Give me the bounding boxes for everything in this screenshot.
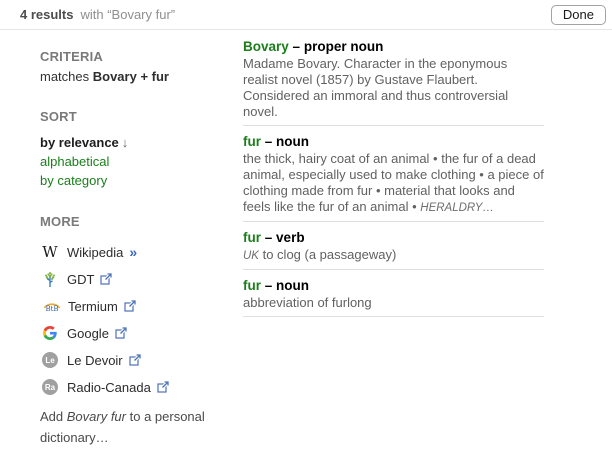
link-google[interactable] [40, 323, 243, 343]
chevrons-right-icon: » [129, 244, 138, 260]
entry-head [243, 134, 544, 150]
link-termium[interactable] [40, 296, 243, 316]
link-wikipedia[interactable] [40, 242, 243, 262]
results-count: 4 results [20, 7, 74, 22]
sort-option-by-relevance[interactable] [40, 135, 243, 150]
sort-heading: SORT [40, 109, 77, 124]
external-link-icon [157, 381, 170, 393]
entry-separator: – [264, 278, 273, 293]
heraldry-label: HERALDRY… [420, 202, 494, 214]
google-g-icon [40, 326, 60, 340]
link-label: Google [67, 325, 109, 341]
external-links-list [40, 242, 243, 397]
criteria-prefix: matches [40, 69, 93, 84]
entry-separator: – [292, 39, 301, 54]
entry-headword: fur [243, 134, 261, 149]
external-link-icon [129, 354, 142, 366]
result-entry-fur-noun-1[interactable] [243, 134, 544, 222]
link-le-devoir[interactable] [40, 350, 243, 370]
termium-btb-icon [40, 299, 64, 313]
results-list [243, 30, 544, 404]
more-heading: MORE [40, 214, 80, 229]
entry-definition: abbreviation of furlong [243, 295, 372, 310]
entry-pos: verb [276, 230, 305, 245]
le-devoir-icon: Le [40, 352, 60, 368]
external-link-icon [115, 327, 128, 339]
footer-suffix: to a personal dictionary… [40, 409, 205, 445]
entry-pos: proper noun [303, 39, 384, 54]
wikipedia-icon: W [42, 242, 58, 261]
done-button[interactable]: Done [551, 5, 606, 25]
entry-headword: fur [243, 278, 261, 293]
results-query-text: with “Bovary fur” [80, 7, 176, 22]
entry-definition: UK to clog (a passageway) [243, 247, 397, 262]
entry-separator: – [264, 134, 273, 149]
header-bar [0, 0, 612, 30]
entry-head [243, 230, 544, 246]
entry-separator: – [264, 230, 273, 245]
link-radio-canada[interactable] [40, 377, 243, 397]
entry-headword: Bovary [243, 39, 289, 54]
external-link-icon [100, 273, 113, 285]
link-label: Termium [68, 298, 118, 314]
sort-direction-arrow-icon[interactable]: ↓ [121, 135, 129, 150]
criteria-heading: CRITERIA [40, 49, 103, 64]
criteria-line [40, 69, 243, 84]
link-label: GDT [67, 271, 95, 287]
radio-canada-icon: Ra [40, 379, 60, 395]
region-label: UK [243, 250, 259, 262]
sort-active-label: by relevance [40, 135, 119, 150]
entry-head [243, 39, 544, 55]
sort-option-alphabetical[interactable]: alphabetical [40, 154, 110, 169]
entry-head [243, 278, 544, 294]
result-entry-fur-noun-2[interactable] [243, 278, 544, 317]
result-entry-fur-verb[interactable] [243, 230, 544, 270]
sidebar [0, 30, 243, 404]
entry-definition: Madame Bovary. Character in the eponymous realist novel (1857) by Gustave Flaubert. Considered an immoral and thus controversial novel. [243, 56, 509, 119]
gdt-tree-icon [40, 271, 60, 288]
footer-prefix: Add [40, 409, 67, 424]
entry-pos: noun [276, 134, 310, 149]
svg-text:BtB: BtB [45, 305, 59, 313]
link-label: Le Devoir [67, 352, 123, 368]
footer-term: Bovary fur [66, 409, 126, 424]
external-link-icon [124, 300, 137, 312]
sort-option-by-category[interactable]: by category [40, 173, 108, 188]
result-entry-bovary[interactable] [243, 39, 544, 126]
link-label: Radio-Canada [67, 379, 151, 395]
criteria-terms: Bovary + fur [92, 69, 169, 84]
link-gdt[interactable] [40, 269, 243, 289]
entry-headword: fur [243, 230, 261, 245]
link-label: Wikipedia [67, 244, 124, 260]
entry-definition: the thick, hairy coat of an animal • the fur of a dead animal, especially used to make clothing • a piece of clothing made from fur • material that looks and feels like the fur of an animal • HERALDRY… [243, 151, 544, 214]
entry-pos: noun [276, 278, 310, 293]
add-to-dictionary-link[interactable] [40, 406, 248, 448]
